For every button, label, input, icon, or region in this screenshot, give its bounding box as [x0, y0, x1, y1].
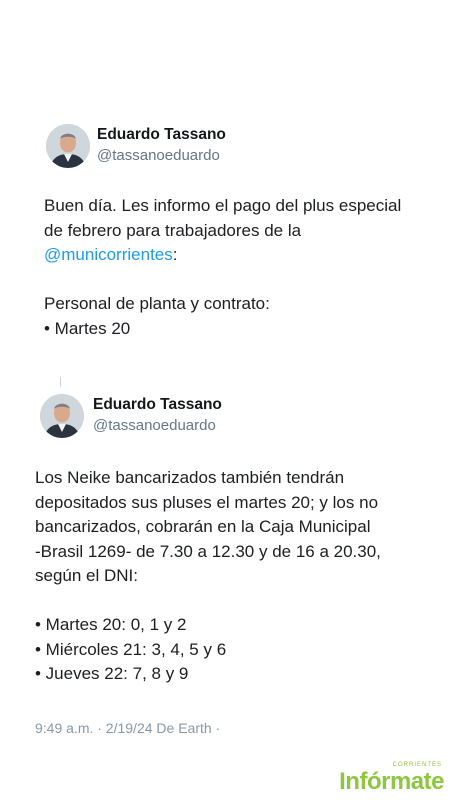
list-item: • Martes 20: 0, 1 y 2 [35, 615, 187, 634]
list-item: • Martes 20 [44, 318, 131, 338]
spacer [44, 268, 424, 293]
author-name[interactable]: Eduardo Tassano [93, 396, 222, 413]
section-heading: Personal de planta y contrato: [44, 294, 270, 313]
tweet-line: depositados sus pluses el martes 20; y los no [35, 492, 379, 512]
tweet-timestamp[interactable]: 9:49 a.m. · 2/19/24 De Earth · [35, 720, 221, 736]
avatar[interactable] [46, 124, 90, 168]
tweet-card [0, 388, 450, 683]
mention-link[interactable]: @municorrientes [44, 245, 173, 264]
spacer [35, 589, 430, 614]
avatar-image [46, 124, 90, 168]
divider [60, 377, 61, 387]
tweet-line [44, 243, 424, 268]
tweet-line: Buen día. Les informo el pago del plus especial [44, 196, 402, 215]
tweet-line: de febrero para trabajadores de la [44, 220, 302, 240]
tweet-line: -Brasil 1269- de 7.30 a 12.30 y de 16 a 20.30, [35, 541, 381, 561]
tweet-header [0, 118, 450, 174]
watermark-text: Infórmate [339, 768, 444, 795]
tweet-line: según el DNI: [35, 566, 138, 585]
tweet-text [35, 466, 430, 687]
tweet-header [0, 388, 450, 444]
list-item: • Jueves 22: 7, 8 y 9 [35, 664, 189, 683]
author-handle[interactable]: @tassanoeduardo [97, 147, 220, 164]
author-handle[interactable]: @tassanoeduardo [93, 417, 216, 434]
avatar-image [40, 394, 84, 438]
tweet-line: bancarizados, cobrarán en la Caja Municipal [35, 517, 371, 536]
watermark-logo [339, 762, 444, 796]
list-item: • Miércoles 21: 3, 4, 5 y 6 [35, 639, 227, 659]
mention-suffix: : [172, 245, 178, 264]
avatar[interactable] [40, 394, 84, 438]
tweet-line: Los Neike bancarizados también tendrán [35, 468, 345, 487]
tweet-card [0, 118, 450, 338]
watermark-tag: CORRIENTES [392, 762, 442, 768]
tweet-text [44, 194, 424, 341]
author-name[interactable]: Eduardo Tassano [97, 126, 226, 143]
